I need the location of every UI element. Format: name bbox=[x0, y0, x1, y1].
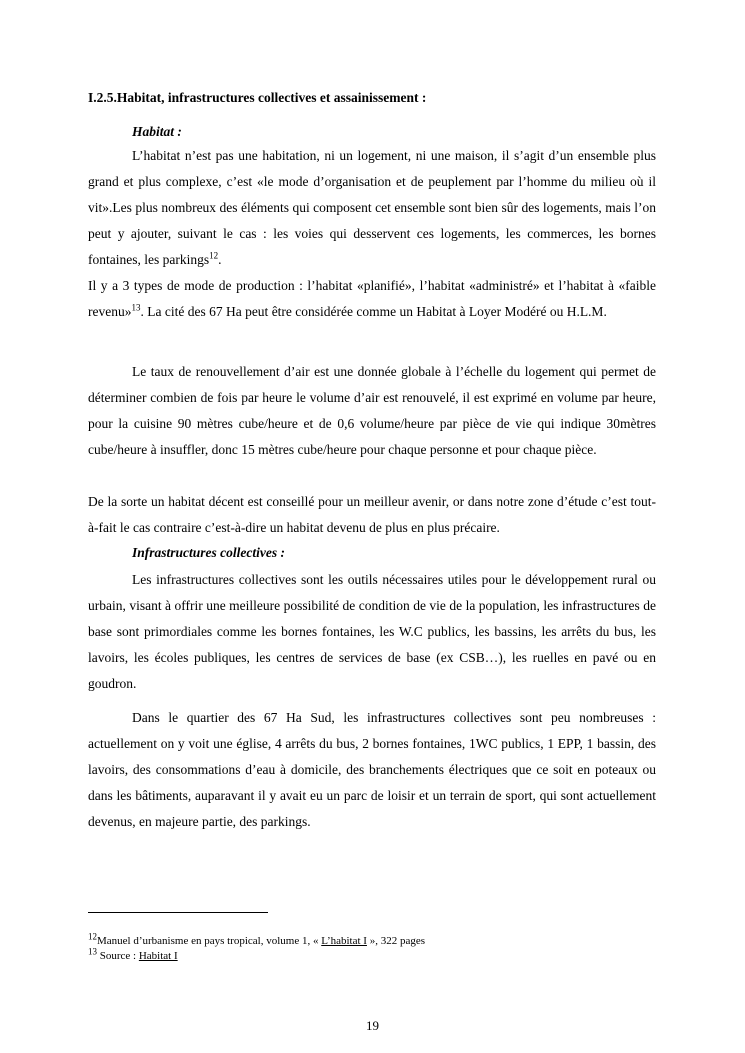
footnote-separator bbox=[88, 912, 268, 913]
footnote-ref-13[interactable]: 13 bbox=[131, 302, 141, 313]
habitat-paragraph-definition-text: L’habitat n’est pas une habitation, ni un logement, ni une maison, il s’agit d’un ensemble plus grand et plus complexe, c’est «le mode d’organisation et de peuplement par l’homme du milieu où il vit».Les plus nombreux des éléments qui composent cet ensemble sont bien sûr des logements, mais l’on peut y ajouter, suivant le cas : les voies qui desservent ces logements, les commerces, les bornes fontaines, les parkings bbox=[88, 148, 656, 267]
footnote-ref-12[interactable]: 12 bbox=[209, 250, 219, 261]
page-number: 19 bbox=[366, 1018, 379, 1033]
footnote-13 bbox=[88, 946, 178, 963]
habitat-paragraph-types-end: . La cité des 67 Ha peut être considérée comme un Habitat à Loyer Modéré ou H.L.M. bbox=[140, 304, 607, 319]
infrastructures-paragraph-definition: Les infrastructures collectives sont les outils nécessaires utiles pour le développement rural ou urbain, visant à offrir une meilleure possibilité de condition de vie de la population, les infrastructures de base sont primordiales comme les bornes fontaines, les W.C publics, les bassins, les arrêts du bus, les lavoirs, les écoles publiques, les centres de services de base (ex CSB…), les ruelles en pavé ou en goudron. bbox=[88, 572, 656, 691]
habitat-heading: Habitat : bbox=[132, 124, 182, 139]
habitat-paragraph-types-text: Il y a 3 types de mode de production : l’habitat «planifié», l’habitat «administré» et l’habitat à «faible revenu» bbox=[88, 278, 656, 319]
habitat-paragraph-types bbox=[88, 273, 656, 325]
habitat-paragraph-definition-end: . bbox=[218, 252, 222, 267]
footnote-13-text: Source : bbox=[97, 950, 139, 962]
footnote-12 bbox=[88, 931, 425, 948]
footnote-13-link[interactable]: Habitat I bbox=[138, 950, 178, 962]
infrastructures-paragraph-quartier: Dans le quartier des 67 Ha Sud, les infrastructures collectives sont peu nombreuses : actuellement on y voit une église, 4 arrêts du bus, 2 bornes fontaines, 1WC publics, 1 EPP, 1 bassin, des lavoirs, des consommations d’eau à domicile, des branchements électriques que ce soit en poteaux ou dans les bâtiments, auparavant il y avait eu un parc de loisir et un terrain de sport, qui sont actuellement devenus, en majeure partie, des parkings. bbox=[88, 710, 656, 829]
habitat-paragraph-conclusion: De la sorte un habitat décent est conseillé pour un meilleur avenir, or dans notre zone d’étude c’est tout-à-fait le cas contraire c’est-à-dire un habitat devenu de plus en plus précaire. bbox=[88, 494, 656, 535]
footnote-12-text: Manuel d’urbanisme en pays tropical, volume 1, « bbox=[97, 935, 322, 947]
footnote-12-number: 12 bbox=[88, 931, 97, 942]
infrastructures-heading: Infrastructures collectives : bbox=[132, 545, 285, 560]
footnote-12-suffix: », 322 pages bbox=[366, 935, 425, 947]
footnote-13-number: 13 bbox=[88, 946, 97, 957]
habitat-paragraph-definition bbox=[88, 143, 656, 273]
section-title: I.2.5.Habitat, infrastructures collectives et assainissement : bbox=[88, 90, 427, 105]
habitat-paragraph-air-renewal: Le taux de renouvellement d’air est une donnée globale à l’échelle du logement qui permet de déterminer combien de fois par heure le volume d’air est renouvelé, il est exprimé en volume par heure, pour la cuisine 90 mètres cube/heure et de 0,6 volume/heure par pièce de vie qui indique 30mètres cube/heure à insuffler, donc 15 mètres cube/heure pour chaque personne et pour chaque pièce. bbox=[88, 364, 656, 457]
footnote-12-link[interactable]: L’habitat I bbox=[321, 935, 367, 947]
